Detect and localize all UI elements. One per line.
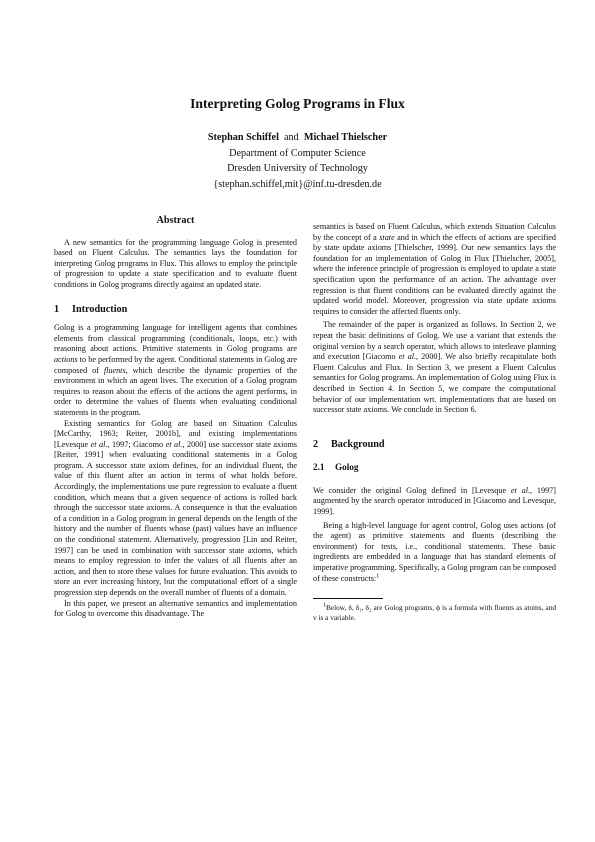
intro-paragraph: Existing semantics for Golog are based on Situation Calculus [McCarthy, 1963; Reiter, 2001b], and existing implementations [Levesque et al., 1997; Giacomo et al., 2000] use successor state axioms [Reiter, 1991] when evaluating conditional statements in a Golog program. A successor state axiom defines, for an individual fluent, the value of this fluent after an action in terms of what holds before. Accordingly, the implementations use pure regression to evaluate a fluent condition, which means that a given sequence of actions is rolled back through the successor state axioms. A consequence is that the evaluation of a condition in a Golog program in general depends on the length of the history and the number of fluents whose (past) values have an influence on the conditional statement. Alternatively, progression [Lin and Reiter, 1997] can be used in combination with successor state axioms, which means to employ regression to infer the values of all fluents after an action, and then to store these values for future evaluation. This avoids to store an ever increasing history, but the computational effort of a single progression step depends on the overall number of fluents of a domain. <box>54 418 297 597</box>
subsection-number: 2.1 <box>313 462 325 473</box>
footnote-text: $^1$Below, δ, δ₁, δ₂ are Golog programs, ϕ is a formula with fluents as atoms, and v is a variable. <box>313 602 556 622</box>
intro-paragraph: Golog is a programming language for intelligent agents that combines elements from classical programming (conditionals, loops, etc.) with reasoning about actions. Primitive statements in Golog programs are actions to be performed by the agent. Conditional statements in Golog are composed of fluents, which describe the dynamic properties of the environment in which an agent lives. The execution of a Golog program requires to reason about the effects of the actions the agent performs, in order to determine the values of fluents when evaluating conditional statements in the program. <box>54 323 297 417</box>
left-column <box>54 216 297 620</box>
abstract-heading: Abstract <box>156 215 195 226</box>
author-names <box>0 130 595 146</box>
section-heading <box>313 440 556 451</box>
author-block <box>0 130 595 193</box>
background-paragraph: Being a high-level language for agent control, Golog uses actions (of the agent) as primitive statements and fluents (describing the environment) for tests, i.e., conditional statements. These basic ingredients are embedded in a language that has standard elements of imperative programming. Specifically, a Golog program can be composed of these constructs:$^1$ <box>313 520 556 583</box>
author-university: Dresden University of Technology <box>227 163 368 175</box>
section-number: 2 <box>313 438 319 450</box>
author-department: Department of Computer Science <box>229 147 366 159</box>
footnote-rule <box>313 598 383 599</box>
footnote-area <box>313 598 556 622</box>
right-column <box>313 222 556 622</box>
intro-paragraph-continued: semantics is based on Fluent Calculus, which extends Situation Calculus by the concept of a state and in which the effects of actions are specified by state update axioms [Thielscher, 1999]. Our new semantics lays the foundation for an implementation of Golog in Flux [Thielscher, 2005], where the inference principle of progression is employed to update a state specification upon the performance of an action. The advantage over regression is that fluent conditions can be evaluated directly against the updated world model. Moreover, progression via state update axioms requires to consider the affected fluents only. <box>313 222 556 316</box>
paper-title: Interpreting Golog Programs in Flux <box>190 96 405 111</box>
author-name: Michael Thielscher <box>303 132 388 143</box>
author-name: Stephan Schiffel <box>207 132 279 143</box>
footnote-marker: 1 <box>376 572 380 579</box>
section-title: Introduction <box>72 303 128 315</box>
section-number: 1 <box>54 303 60 315</box>
abstract-text: A new semantics for the programming language Golog is presented based on Fluent Calculus. The semantics lays the foundation for interpreting Golog programs in Flux. This allows to employ the principle of progression to update a state specification and to evaluate fluent conditions in Golog programs directly against an updated state. <box>54 237 297 289</box>
author-conjunction: and <box>284 132 299 143</box>
section-title: Background <box>331 438 385 450</box>
intro-paragraph: In this paper, we present an alternative semantics and implementation for Golog to overcome this disadvantage. The <box>54 598 297 619</box>
section-heading <box>54 305 297 316</box>
intro-paragraph: The remainder of the paper is organized as follows. In Section 2, we repeat the basic definitions of Golog. We use a variant that extends the original version by a search operator, which allows to interleave planning and execution [Giacomo et al., 2000]. We also briefly recapitulate both Fluent Calculus and Flux. In Section 3, we present a Fluent Calculus semantics for Golog programs. An implementation of Golog using Flux is described in Section 4. In Section 5, we compare the computational behavior of our implementation wrt. implementations that are based on successor state axioms. We conclude in Section 6. <box>313 320 556 415</box>
author-email: {stephan.schiffel,mit}@inf.tu-dresden.de <box>213 179 382 191</box>
subsection-title: Golog <box>335 462 359 473</box>
subsection-heading <box>313 462 556 473</box>
background-paragraph: We consider the original Golog defined in [Levesque et al., 1997] augmented by the search operator introduced in [Giacomo and Levesque, 1999]. <box>313 485 556 517</box>
